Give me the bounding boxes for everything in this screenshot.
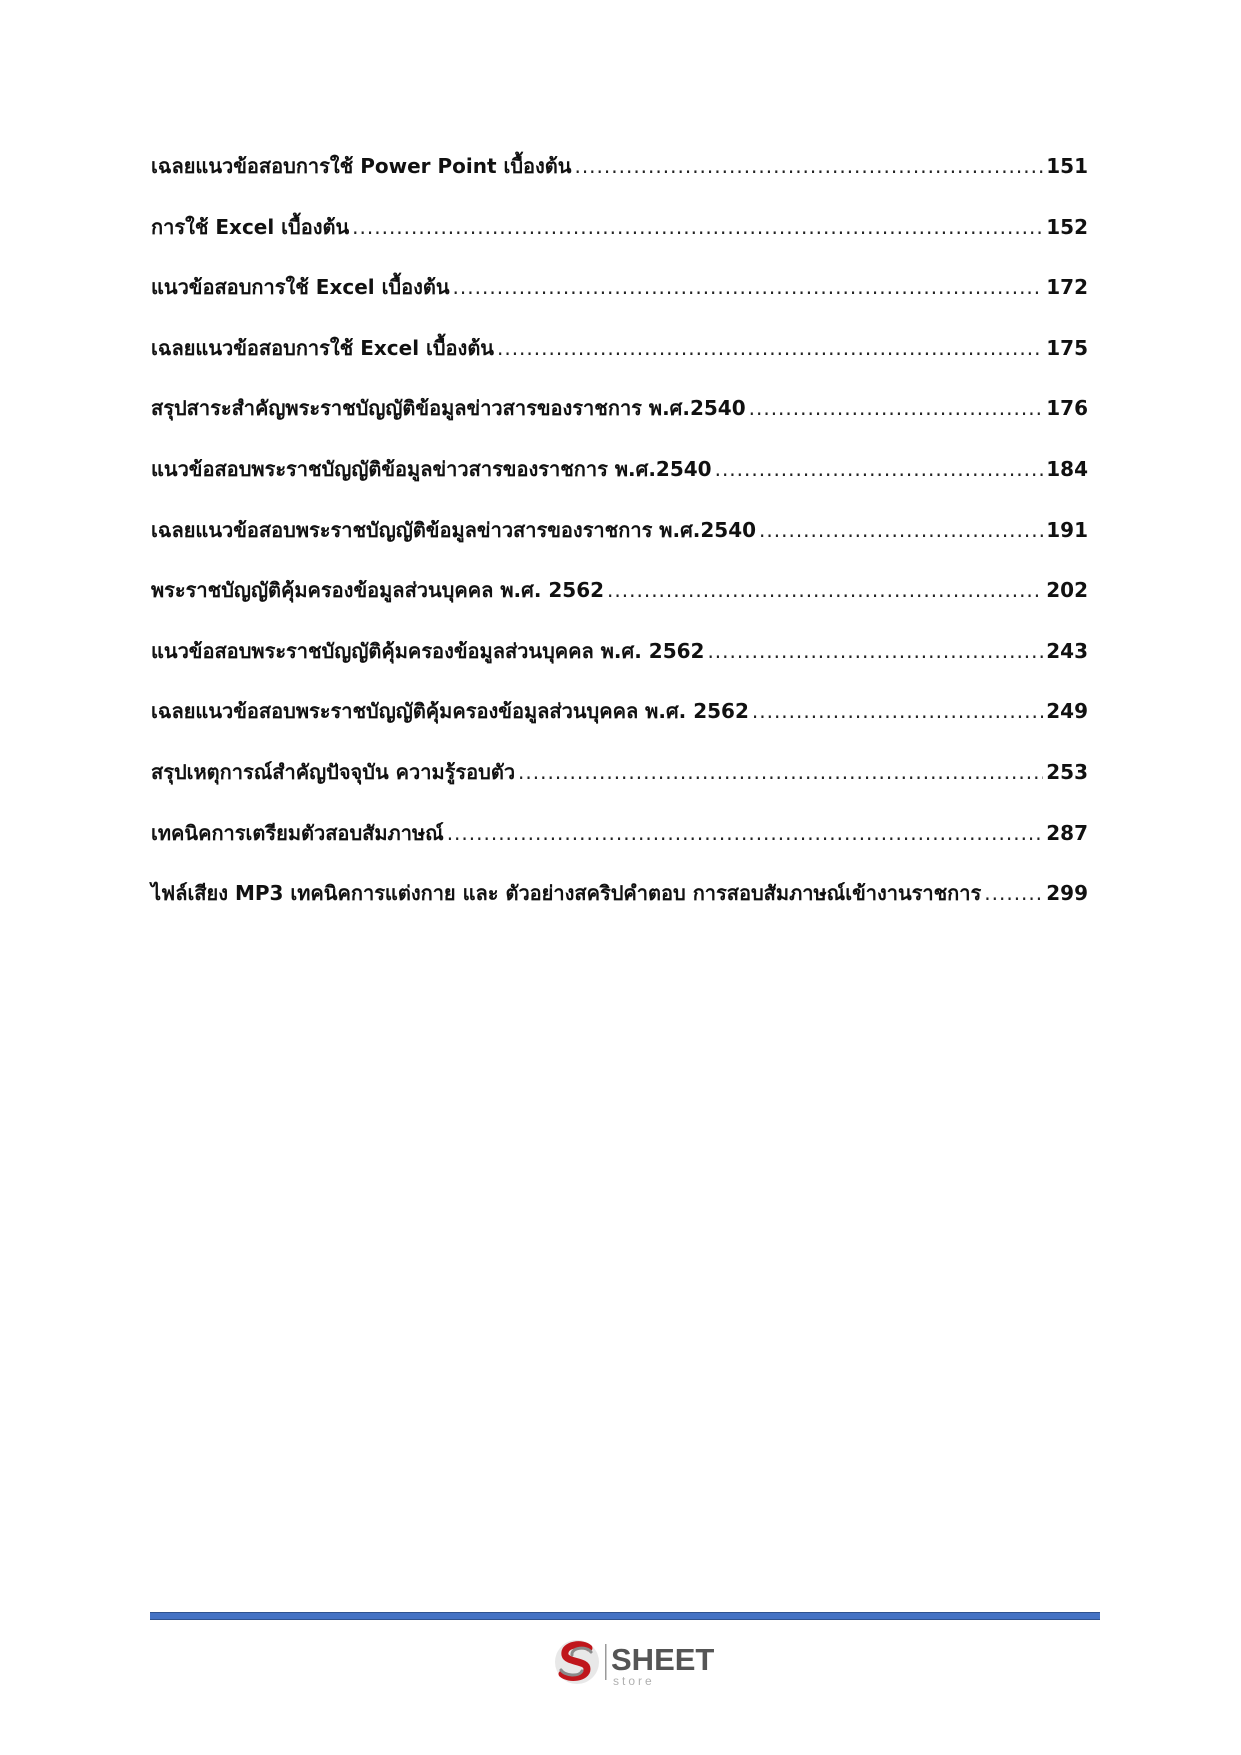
toc-entry-title: การใช้ Excel เบื้องต้น: [151, 214, 350, 239]
toc-leader-dots: [607, 578, 1043, 602]
toc-leader-dots: [453, 275, 1044, 299]
toc-leader-dots: [715, 457, 1044, 481]
toc-entry[interactable]: [151, 392, 1088, 453]
toc-entry-page: 243: [1046, 638, 1088, 663]
toc-entry-page: 191: [1046, 517, 1088, 542]
toc-entry-page: 175: [1046, 335, 1088, 360]
toc-leader-dots: [984, 881, 1043, 905]
toc-entry-title: แนวข้อสอบพระราชบัญญัติคุ้มครองข้อมูลส่วนบุคคล พ.ศ. 2562: [151, 638, 705, 663]
logo-subtitle: store: [613, 1674, 655, 1688]
toc-entry-title: เฉลยแนวข้อสอบการใช้ Power Point เบื้องต้น: [151, 154, 572, 178]
toc-leader-dots: [352, 215, 1043, 239]
toc-entry-page: 249: [1046, 699, 1088, 724]
toc-entry-page: 202: [1046, 578, 1088, 603]
toc-leader-dots: [749, 396, 1044, 420]
toc-entry[interactable]: [151, 877, 1088, 938]
toc-entry-title: สรุปสาระสำคัญพระราชบัญญัติข้อมูลข่าวสารของราชการ พ.ศ.2540: [151, 396, 746, 421]
toc-entry-page: 253: [1046, 759, 1088, 784]
toc-entry-page: 287: [1046, 820, 1088, 845]
toc-entry[interactable]: [151, 514, 1088, 575]
toc-entry-page: 172: [1046, 275, 1088, 300]
toc-entry[interactable]: [151, 332, 1088, 393]
table-of-contents: [151, 150, 1088, 938]
toc-entry-title: เฉลยแนวข้อสอบการใช้ Excel เบื้องต้น: [151, 335, 494, 360]
toc-entry-title: สรุปเหตุการณ์สำคัญปัจจุบัน ความรู้รอบตัว: [151, 759, 516, 784]
toc-entry-title: แนวข้อสอบการใช้ Excel เบื้องต้น: [151, 275, 450, 300]
toc-entry[interactable]: [151, 271, 1088, 332]
sheet-store-logo: [553, 1636, 723, 1688]
toc-entry-page: 299: [1046, 881, 1088, 906]
toc-leader-dots: [447, 821, 1044, 845]
toc-entry[interactable]: [151, 817, 1088, 878]
footer-divider: [150, 1612, 1100, 1620]
toc-leader-dots: [752, 699, 1043, 723]
toc-entry-page: 151: [1046, 154, 1088, 178]
toc-entry-title: เทคนิคการเตรียมตัวสอบสัมภาษณ์: [151, 820, 444, 845]
toc-entry-page: 184: [1046, 456, 1088, 481]
toc-entry-title: พระราชบัญญัติคุ้มครองข้อมูลส่วนบุคคล พ.ศ. 2562: [151, 578, 605, 603]
logo-wordmark: SHEET: [611, 1642, 715, 1677]
toc-entry-title: ไฟล์เสียง MP3 เทคนิคการแต่งกาย และ ตัวอย่างสคริปคำตอบ การสอบสัมภาษณ์เข้างานราชการ: [151, 881, 982, 906]
toc-entry[interactable]: [151, 150, 1088, 211]
toc-entry[interactable]: [151, 756, 1088, 817]
toc-entry[interactable]: [151, 695, 1088, 756]
toc-entry-title: แนวข้อสอบพระราชบัญญัติข้อมูลข่าวสารของราชการ พ.ศ.2540: [151, 456, 712, 481]
toc-leader-dots: [497, 336, 1043, 360]
toc-leader-dots: [574, 154, 1043, 178]
toc-entry[interactable]: [151, 574, 1088, 635]
toc-entry-title: เฉลยแนวข้อสอบพระราชบัญญัติข้อมูลข่าวสารของราชการ พ.ศ.2540: [151, 517, 757, 542]
toc-leader-dots: [759, 518, 1043, 542]
toc-entry[interactable]: [151, 211, 1088, 272]
toc-entry-title: เฉลยแนวข้อสอบพระราชบัญญัติคุ้มครองข้อมูลส่วนบุคคล พ.ศ. 2562: [151, 699, 749, 724]
sheet-store-s-logo-icon: [555, 1640, 599, 1684]
toc-entry-page: 176: [1046, 396, 1088, 421]
toc-entry[interactable]: [151, 635, 1088, 696]
toc-entry-page: 152: [1046, 214, 1088, 239]
toc-entry[interactable]: [151, 453, 1088, 514]
toc-leader-dots: [518, 760, 1043, 784]
toc-leader-dots: [707, 639, 1043, 663]
